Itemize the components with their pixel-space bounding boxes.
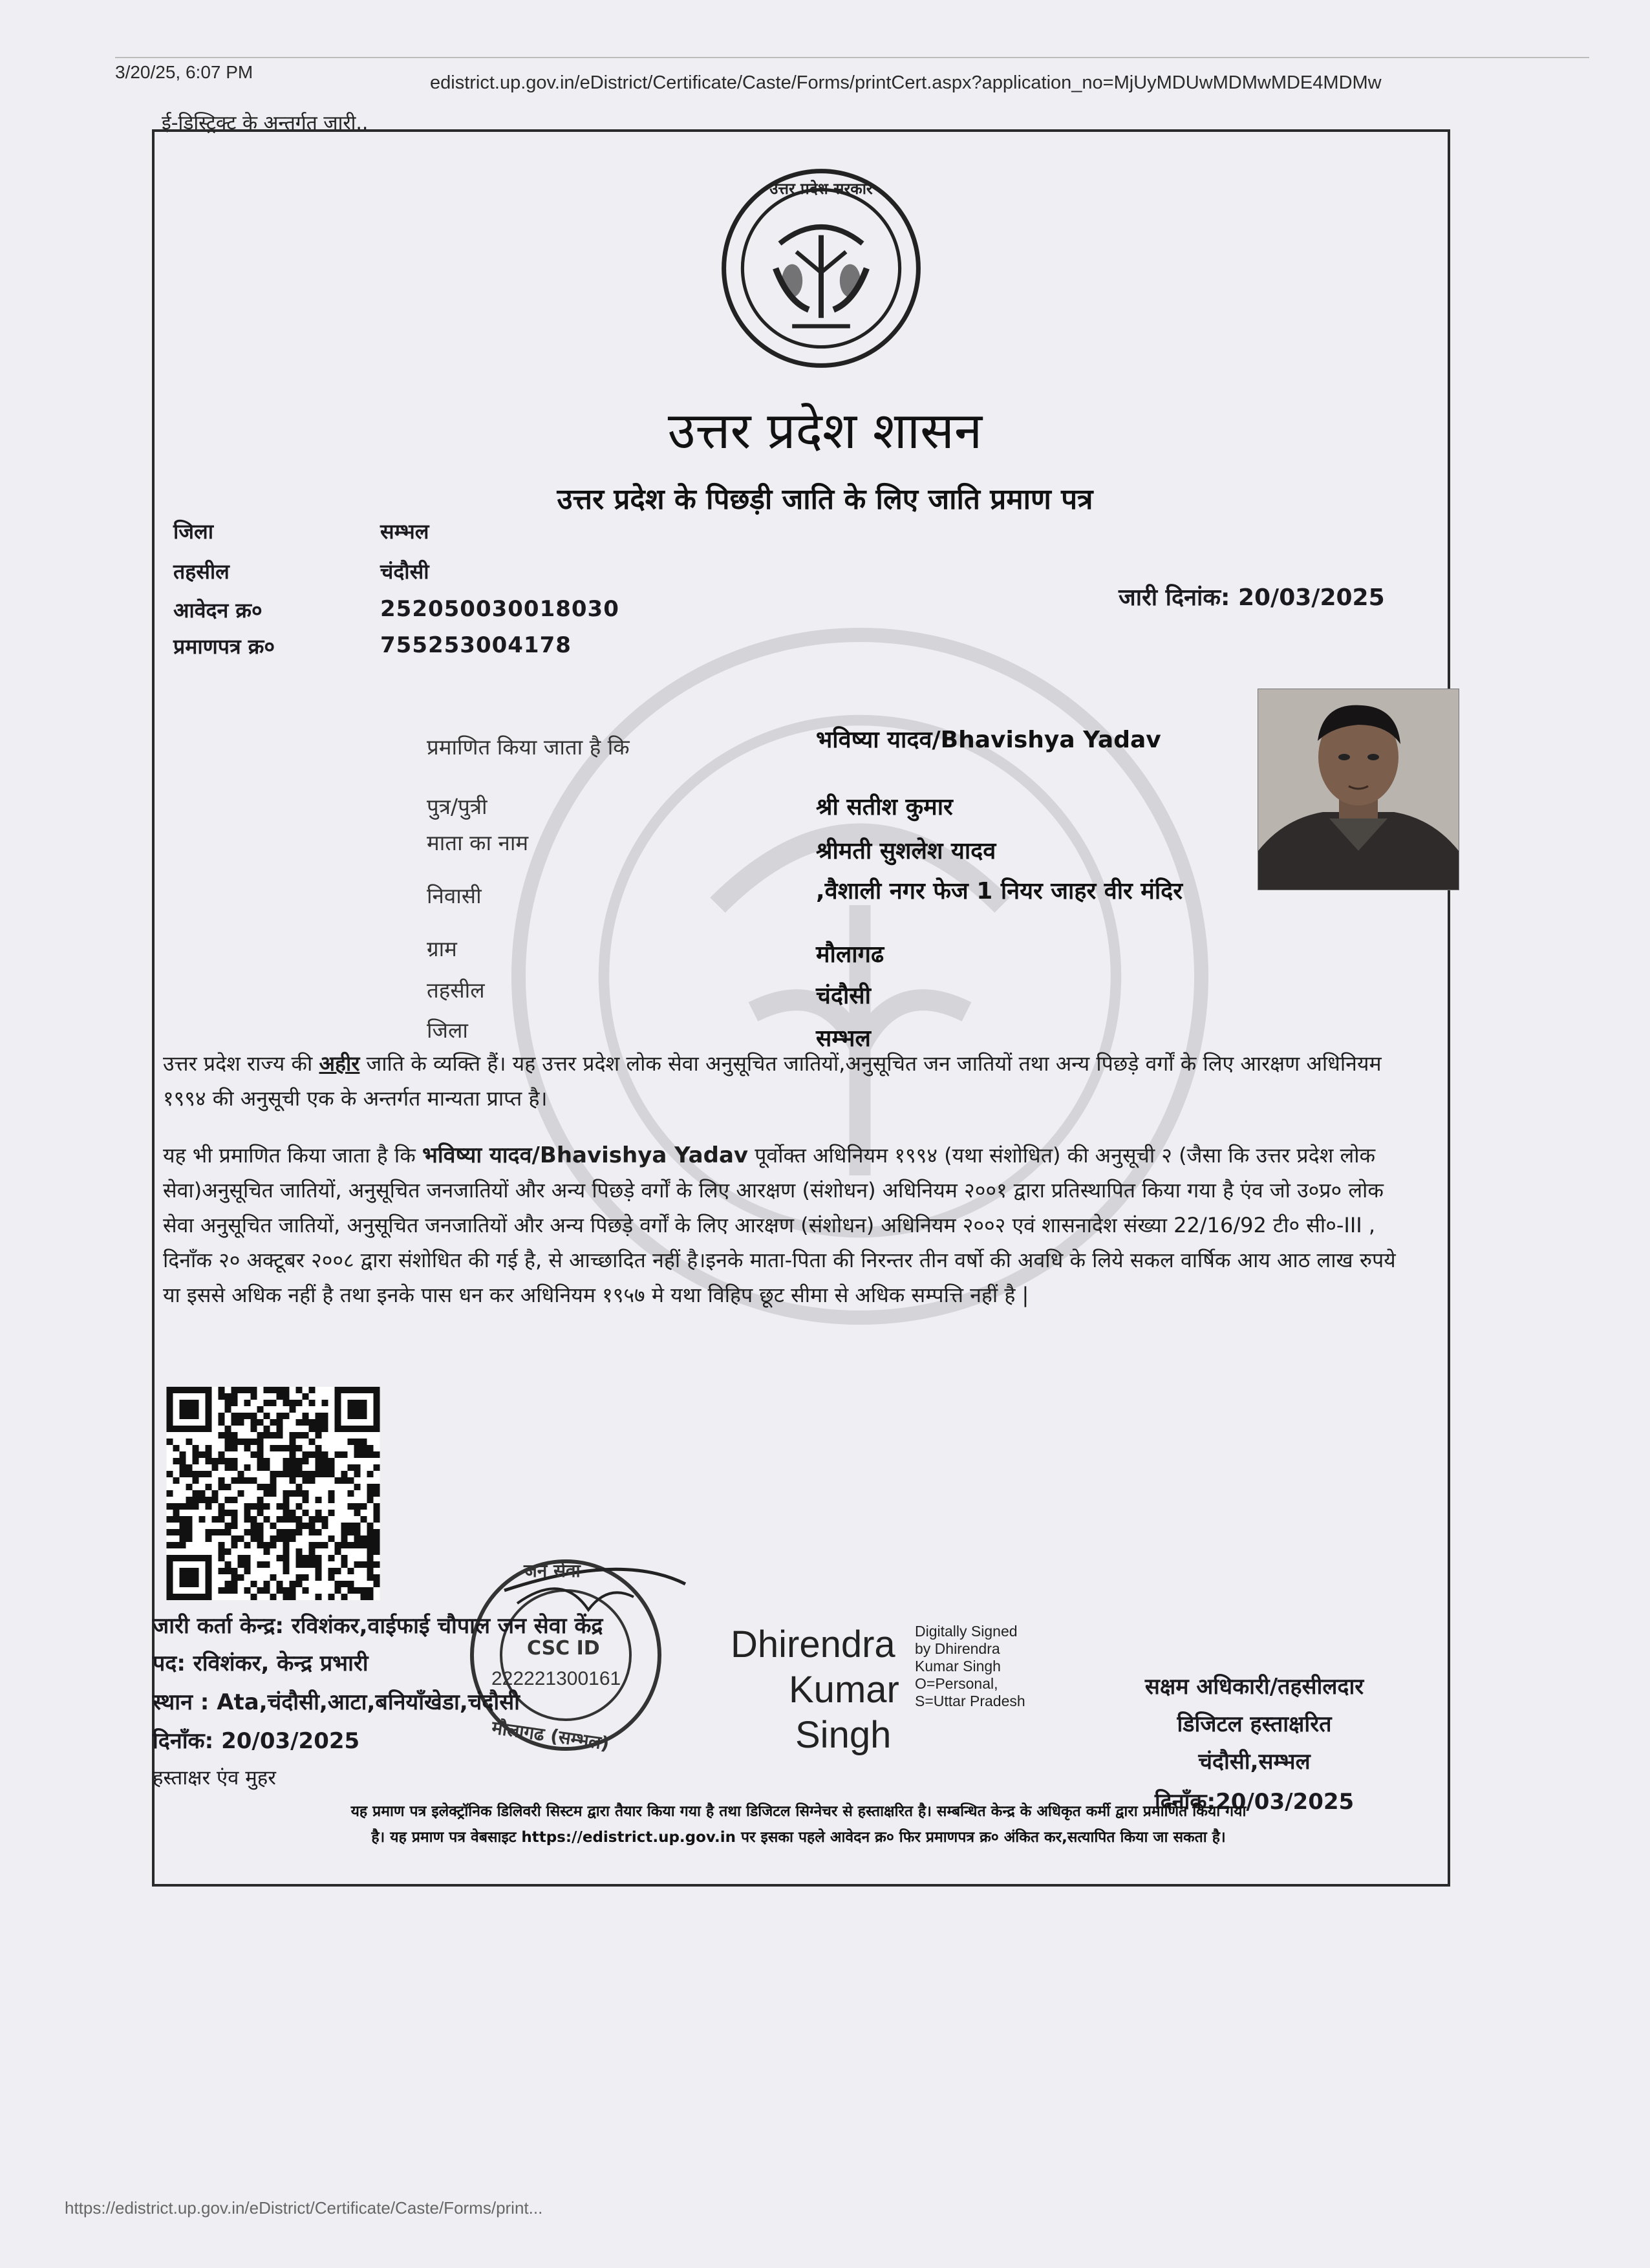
print-url: edistrict.up.gov.in/eDistrict/Certificate/Caste/Forms/printCert.aspx?application_no=MjUyMDUwMDMwMDE4MDMw xyxy=(430,72,1382,93)
certification-paragraph xyxy=(163,1138,1411,1312)
issuer-place: स्थान : Ata,चंदौसी,आटा,बनियाँखेडा,चंदौसी xyxy=(153,1689,520,1715)
person-photo-icon xyxy=(1258,689,1459,890)
detail-label-district: जिला xyxy=(427,1018,468,1043)
issuer-sign-label: हस्ताक्षर एंव मुहर xyxy=(153,1766,276,1790)
page-subtitle: उत्तर प्रदेश के पिछड़ी जाति के लिए जाति प्रमाण पत्र xyxy=(557,483,1093,516)
authority-date: दिनाँक:20/03/2025 xyxy=(1154,1789,1355,1815)
signer-name-line1: Dhirendra xyxy=(731,1623,895,1665)
tehsil-value: चंदौसी xyxy=(380,559,429,584)
authority-digital: डिजिटल हस्ताक्षरित xyxy=(1177,1711,1332,1737)
applicant-photo xyxy=(1258,689,1459,890)
district-value: सम्भल xyxy=(380,519,429,544)
detail-label-certified: प्रमाणित किया जाता है कि xyxy=(427,734,630,760)
signature-info-line1: Digitally Signed xyxy=(915,1623,1018,1640)
detail-label-village: ग्राम xyxy=(427,936,457,961)
caste-paragraph-start: उत्तर प्रदेश राज्य की xyxy=(163,1051,313,1076)
detail-value-father: श्री सतीश कुमार xyxy=(816,794,953,820)
detail-value-name: भविष्या यादव/Bhavishya Yadav xyxy=(816,727,1161,753)
certification-name: भविष्या यादव/Bhavishya Yadav xyxy=(422,1142,749,1168)
application-value: 252050030018030 xyxy=(380,596,619,622)
footer-note xyxy=(155,1799,1442,1850)
caste-paragraph xyxy=(163,1046,1411,1116)
emblem-caption: उत्तर प्रदेश सरकार xyxy=(769,180,873,198)
header-rule xyxy=(115,57,1589,58)
detail-value-district: सम्भल xyxy=(816,1025,871,1052)
signature-info-line4: O=Personal, xyxy=(915,1675,998,1692)
issuer-post: पद: रविशंकर, केन्द्र प्रभारी xyxy=(153,1651,369,1676)
signature-info-line3: Kumar Singh xyxy=(915,1658,1001,1674)
detail-label-resident: निवासी xyxy=(427,883,482,908)
detail-value-mother: श्रीमती सुशलेश यादव xyxy=(816,838,996,864)
print-footer-url: https://edistrict.up.gov.in/eDistrict/Certificate/Caste/Forms/print... xyxy=(65,2198,543,2218)
detail-value-village: मौलागढ xyxy=(816,941,884,968)
caste-paragraph-end: जाति के व्यक्ति हैं। यह उत्तर प्रदेश लोक सेवा अनुसूचित जातियों,अनुसूचित जन जातियों तथा अन्य पिछड़े वर्गों के लिए आरक्षण अधिनियम १९९४ की अनुसूची एक के अन्तर्गत मान्यता प्राप्त है। xyxy=(163,1051,1382,1111)
qr-code-icon xyxy=(165,1387,381,1600)
footer-note-line1: यह प्रमाण पत्र इलेक्ट्रॉनिक डिलिवरी सिस्टम द्वारा तैयार किया गया है तथा डिजिटल सिग्नेचर से हस्ताक्षरित है। सम्बन्धित केन्द्र के अधिकृत कर्मी द्वारा प्रमाणित किया गया xyxy=(350,1803,1247,1820)
signer-name-line2: Kumar xyxy=(789,1669,899,1711)
district-label: जिला xyxy=(173,519,214,544)
stamp-bottom-text: मौलागढ (सम्भल) xyxy=(490,1717,611,1755)
tehsil-label: तहसील xyxy=(173,559,230,584)
authority-title: सक्षम अधिकारी/तहसीलदार xyxy=(1144,1674,1364,1700)
detail-label-parent: पुत्र/पुत्री xyxy=(427,794,488,819)
stamp-csc-label: CSC ID xyxy=(527,1637,600,1660)
issue-date-value: 20/03/2025 xyxy=(1238,584,1385,611)
signature-info-line2: by Dhirendra xyxy=(915,1640,1000,1657)
certificate-value: 755253004178 xyxy=(380,632,572,658)
application-label: आवेदन क्र० xyxy=(173,598,262,623)
certification-paragraph-start: यह भी प्रमाणित किया जाता है कि xyxy=(163,1143,416,1168)
issuer-date: दिनाँक: 20/03/2025 xyxy=(153,1728,360,1754)
print-timestamp: 3/20/25, 6:07 PM xyxy=(115,62,253,82)
footer-note-line2: है। यह प्रमाण पत्र वेबसाइट https://edistrict.up.gov.in पर इसका पहले आवेदन क्र० फिर प्रमाणपत्र क्र० अंकित कर,सत्यापित किया जा सकता है। xyxy=(371,1829,1226,1846)
authority-location: चंदौसी,सम्भल xyxy=(1198,1749,1311,1775)
detail-label-mother: माता का नाम xyxy=(427,830,529,855)
signature-info-line5: S=Uttar Pradesh xyxy=(915,1693,1025,1709)
signature-info xyxy=(915,1623,1025,1710)
stamp-top-text: जन सेवा xyxy=(524,1560,581,1581)
issue-date xyxy=(1119,581,1385,612)
signer-name-line3: Singh xyxy=(795,1714,892,1756)
issue-date-label: जारी दिनांक: xyxy=(1119,584,1230,611)
stamp-csc-id: 222221300161 xyxy=(491,1668,621,1689)
issuer-center: जारी कर्ता केन्द्र: रविशंकर,वाईफाई चौपाल जन सेवा केंद्र xyxy=(153,1613,603,1639)
edistrict-notice: ई-डिस्ट्रिक्ट के अन्तर्गत जारी.. xyxy=(162,112,369,134)
certificate-label: प्रमाणपत्र क्र० xyxy=(173,634,275,659)
detail-value-tehsil: चंदौसी xyxy=(816,983,871,1009)
detail-value-address: ,वैशाली नगर फेज 1 नियर जाहर वीर मंदिर xyxy=(816,878,1183,904)
caste-name: अहीर xyxy=(319,1051,360,1076)
detail-label-tehsil: तहसील xyxy=(427,978,485,1003)
certification-paragraph-body: पूर्वोक्त अधिनियम १९९४ (यथा संशोधित) की अनुसूची २ (जैसा कि उत्तर प्रदेश लोक सेवा)अनुसूचित जातियों, अनुसूचित जनजातियों और अन्य पिछड़े वर्गों के लिए आरक्षण (संशोधन) अधिनियम २००१ द्वारा प्रतिस्थापित किया गया है एंव जो उ०प्र० लोक सेवा अनुसूचित जातियों, अनुसूचित जनजातियों और अन्य पिछड़े वर्गों के लिए आरक्षण (संशोधन) अधिनियम २००२ एवं शासनादेश संख्या 22/16/92 टी० सी०-III , दिनाँक २० अक्टूबर २००८ द्वारा संशोधित की गई है, से आच्छादित नहीं है।इनके माता-पिता की निरन्तर तीन वर्षो की अवधि के लिये सकल वार्षिक आय आठ लाख रुपये या इससे अधिक नहीं है तथा इनके पास धन कर अधिनियम १९५७ मे यथा विहिप छूट सीमा से अधिक सम्पत्ति नहीं है | xyxy=(163,1143,1396,1307)
authority-block xyxy=(1086,1668,1422,1821)
page-title: उत्तर प्रदेश शासन xyxy=(667,402,983,460)
